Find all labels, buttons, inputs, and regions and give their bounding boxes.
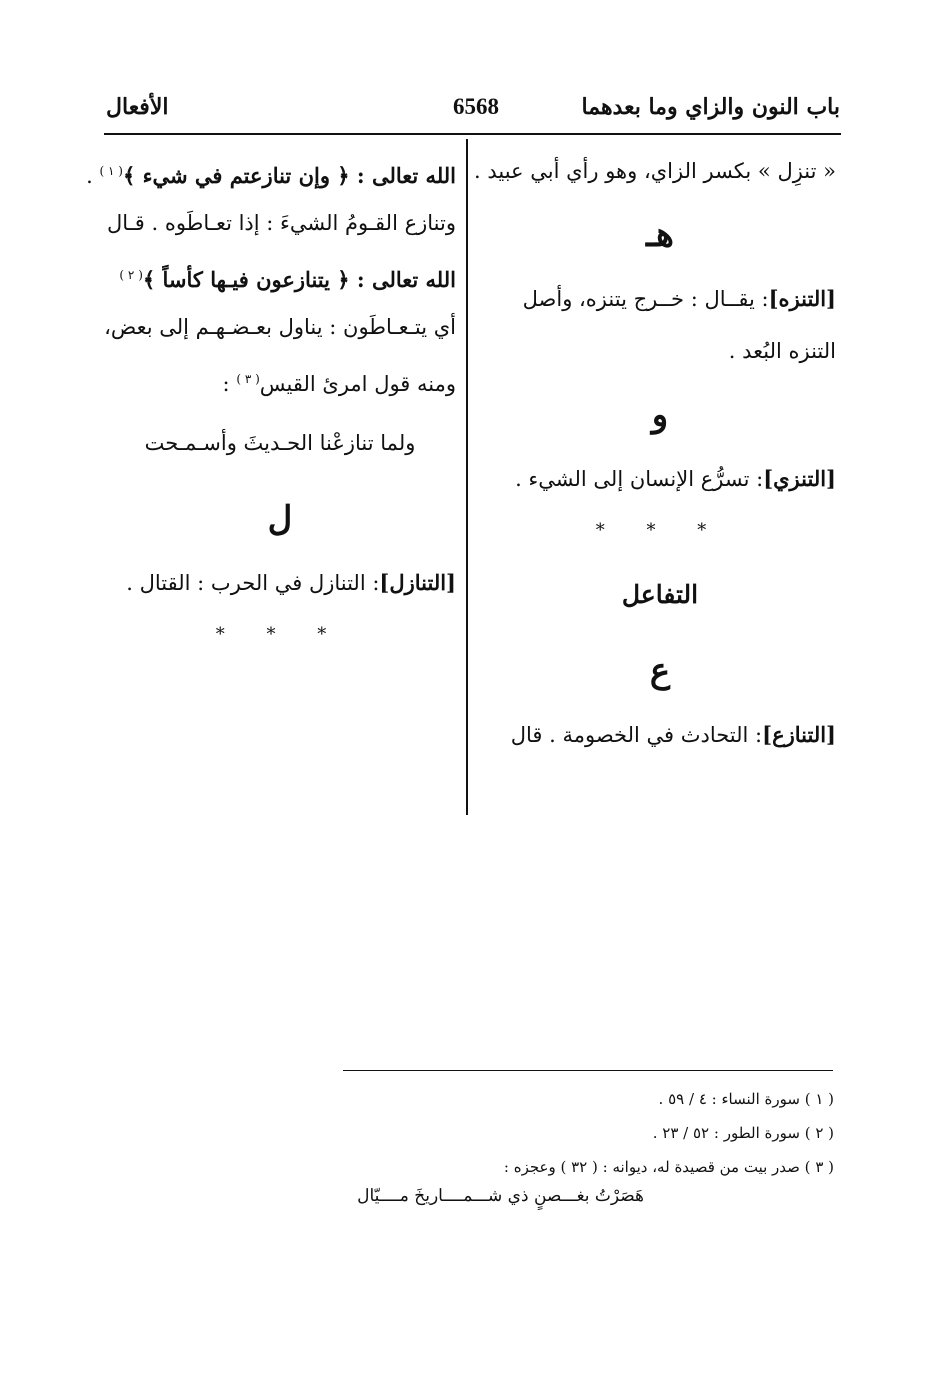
poetry-verse: ولما تنازعْنا الحـديثَ وأسـمـحت xyxy=(144,431,416,455)
page-number: 6568 xyxy=(453,94,499,119)
text-line: « تنزِل » بكسر الزاي، وهو رأي أبي عبيد . xyxy=(474,159,836,183)
entry-definition: : تسرُّع الإنسان إلى الشيء . xyxy=(515,467,764,491)
entry-headword: [التنزي] xyxy=(763,466,836,491)
entry-definition: : يقــال : خــرج يتنزه، وأصل xyxy=(522,287,769,311)
entry-tanazzuh xyxy=(484,273,836,325)
punctuation: : xyxy=(222,372,237,396)
running-header-chapter: باب النون والزاي وما بعدهما xyxy=(581,94,840,120)
text-line xyxy=(104,353,456,405)
letter-heading-ha: هـ xyxy=(646,215,674,255)
section-separator-stars: * * * xyxy=(595,520,725,541)
entry-headword: [التنازل] xyxy=(379,570,456,595)
footnote-2: ( ٢ ) سورة الطور : ٥٢ / ٢٣ . xyxy=(652,1124,834,1142)
entry-definition: : التحادث في الخصومة . قال xyxy=(510,723,763,747)
text-line xyxy=(86,145,456,197)
entry-definition: : التنازل في الحرب : القتال . xyxy=(126,571,380,595)
footnote-verse: هَصَرْتُ بغـــصنٍ ذي شـــمــــاريخَ مــــيّال xyxy=(357,1186,644,1206)
column-divider xyxy=(466,139,468,815)
entry-tanazu xyxy=(484,709,836,761)
letter-heading-ain: ع xyxy=(649,651,671,691)
running-header-section: الأفعال xyxy=(106,94,169,120)
right-column xyxy=(474,145,836,761)
text-line: وتنازع القـومُ الشيءَ : إذا تعـاطَوه . قـال xyxy=(106,211,456,235)
footnote-ref: ( ٢ ) xyxy=(119,268,143,282)
text-span: ومنه قول امرئ القيس xyxy=(259,372,456,396)
footnote-1: ( ١ ) سورة النساء : ٤ / ٥٩ . xyxy=(658,1090,834,1108)
entry-headword: [التنازع] xyxy=(762,722,836,747)
quran-quote: الله تعالى : ﴿ وإن تنازعتم في شيء ﴾ xyxy=(122,163,456,188)
text-line xyxy=(104,249,456,301)
footnote-3: ( ٣ ) صدر بيت من قصيدة له، ديوانه : ( ٣٢ ) وعجزه : xyxy=(503,1158,834,1176)
text-line: أي يتـعـاطَون : يناول بعـضـهـم إلى بعض، xyxy=(104,315,456,339)
header-rule xyxy=(104,133,841,135)
footnote-ref: ( ١ ) xyxy=(99,164,123,178)
left-column xyxy=(86,145,456,661)
footnote-ref: ( ٣ ) xyxy=(236,372,260,386)
entry-headword: [التنزه] xyxy=(768,286,836,311)
letter-heading-lam: ل xyxy=(267,499,293,539)
section-separator-stars: * * * xyxy=(215,624,345,645)
entry-tanazzi xyxy=(484,453,836,505)
quran-quote: الله تعالى : ﴿ يتنازعون فيـها كأساً ﴾ xyxy=(142,267,456,292)
footnote-rule xyxy=(343,1070,833,1071)
entry-tanazul xyxy=(104,557,456,609)
letter-heading-waw: و xyxy=(651,395,669,435)
text-line: التنزه البُعد . xyxy=(728,339,836,363)
section-title: التفاعل xyxy=(621,580,699,609)
punctuation: . xyxy=(86,164,100,188)
